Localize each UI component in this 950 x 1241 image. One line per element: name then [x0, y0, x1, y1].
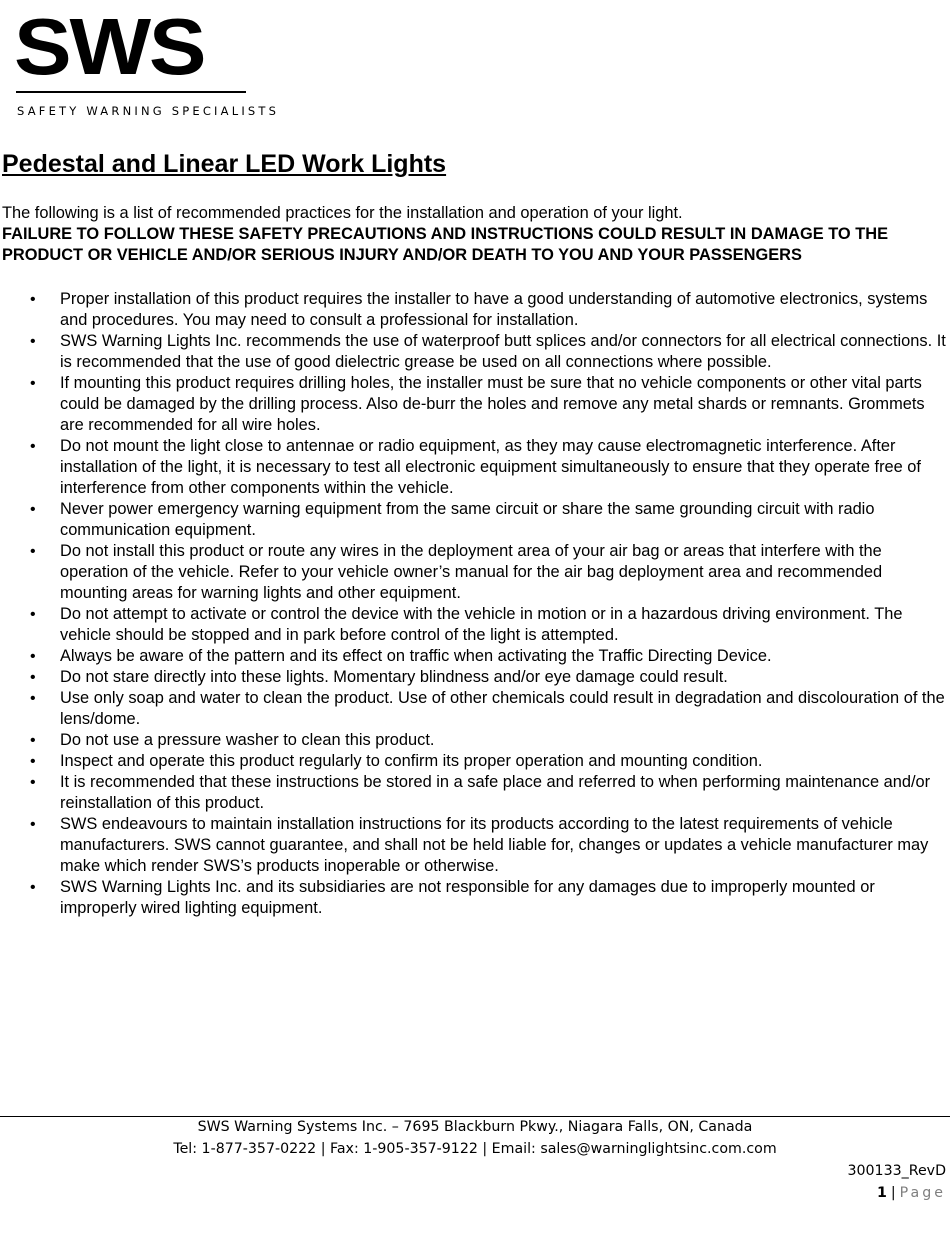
- bullet-icon: •: [30, 501, 36, 518]
- page-number-separator: |: [890, 1185, 896, 1201]
- list-item: [0, 814, 948, 877]
- bullet-icon: •: [30, 753, 36, 770]
- bullet-icon: •: [30, 732, 36, 749]
- page-title: Pedestal and Linear LED Work Lights: [2, 150, 447, 178]
- logo-tagline: SAFETY WARNING SPECIALISTS: [17, 104, 280, 118]
- list-item-text: Do not use a pressure washer to clean this product.: [60, 731, 435, 749]
- list-item-text: Always be aware of the pattern and its effect on traffic when activating the Traffic Directing Device.: [60, 647, 772, 665]
- bullet-icon: •: [30, 291, 36, 308]
- safety-warning: FAILURE TO FOLLOW THESE SAFETY PRECAUTIONS AND INSTRUCTIONS COULD RESULT IN DAMAGE TO THE PRODUCT OR VEHICLE AND/OR SERIOUS INJURY AND/OR DEATH TO YOU AND YOUR PASSENGERS: [2, 225, 889, 264]
- list-item-text: SWS Warning Lights Inc. and its subsidiaries are not responsible for any damages due to improperly mounted or improperly wired lighting equipment.: [60, 878, 875, 917]
- list-item-text: It is recommended that these instructions be stored in a safe place and referred to when performing maintenance and/or reinstallation of this product.: [60, 773, 931, 812]
- list-item: [0, 772, 948, 814]
- bullet-icon: •: [30, 774, 36, 791]
- intro-text: The following is a list of recommended practices for the installation and operation of your light.: [2, 204, 683, 222]
- list-item: [0, 604, 948, 646]
- safety-instructions-list: [0, 289, 948, 919]
- list-item: [0, 688, 948, 730]
- list-item-text: SWS endeavours to maintain installation instructions for its products according to the latest requirements of vehicle manufacturers. SWS cannot guarantee, and shall not be held liable for, changes or updates a vehicle manufacturer may make which render SWS’s products inoperable or otherwise.: [60, 815, 929, 875]
- list-item-text: SWS Warning Lights Inc. recommends the use of waterproof butt splices and/or connectors for all electrical connections. It is recommended that the use of good dielectric grease be used on all connections where possible.: [60, 332, 946, 371]
- bullet-icon: •: [30, 543, 36, 560]
- list-item: [0, 730, 948, 751]
- logo-mark: SWS: [14, 2, 205, 91]
- page-number: [877, 1185, 946, 1201]
- list-item-text: Do not stare directly into these lights. Momentary blindness and/or eye damage could result.: [60, 668, 728, 686]
- footer-contact: Tel: 1-877-357-0222 | Fax: 1-905-357-9122 | Email: sales@warninglightsinc.com.com: [173, 1141, 777, 1157]
- list-item-text: Never power emergency warning equipment from the same circuit or share the same grounding circuit with radio communication equipment.: [60, 500, 875, 539]
- list-item: [0, 646, 948, 667]
- bullet-icon: •: [30, 879, 36, 896]
- list-item-text: If mounting this product requires drilling holes, the installer must be sure that no vehicle components or other vital parts could be damaged by the drilling process. Also de-burr the holes and remove any metal shards or remnants. Grommets are recommended for all wire holes.: [60, 374, 925, 434]
- list-item: [0, 373, 948, 436]
- list-item: [0, 289, 948, 331]
- page-number-value: 1: [876, 1185, 887, 1201]
- bullet-icon: •: [30, 648, 36, 665]
- list-item-text: Do not mount the light close to antennae or radio equipment, as they may cause electromagnetic interference. After installation of the light, it is necessary to test all electronic equipment simultaneously to ensure that they operate free of interference from other components within the vehicle.: [60, 437, 921, 497]
- list-item-text: Do not attempt to activate or control the device with the vehicle in motion or in a hazardous driving environment. The vehicle should be stopped and in park before control of the light is attempted.: [60, 605, 903, 644]
- page-number-label: Page: [899, 1185, 946, 1201]
- list-item-text: Inspect and operate this product regularly to confirm its proper operation and mounting condition.: [60, 752, 763, 770]
- bullet-icon: •: [30, 606, 36, 623]
- document-revision: 300133_RevD: [847, 1163, 946, 1179]
- bullet-icon: •: [30, 669, 36, 686]
- logo-divider: [16, 91, 246, 93]
- bullet-icon: •: [30, 690, 36, 707]
- list-item: [0, 541, 948, 604]
- list-item-text: Proper installation of this product requires the installer to have a good understanding of automotive electronics, systems and procedures. You may need to consult a professional for installation.: [60, 290, 928, 329]
- list-item-text: Use only soap and water to clean the product. Use of other chemicals could result in degradation and discolouration of the lens/dome.: [60, 689, 945, 728]
- bullet-icon: •: [30, 375, 36, 392]
- list-item: [0, 667, 948, 688]
- bullet-icon: •: [30, 816, 36, 833]
- bullet-icon: •: [30, 333, 36, 350]
- list-item: [0, 751, 948, 772]
- bullet-icon: •: [30, 438, 36, 455]
- list-item: [0, 436, 948, 499]
- list-item: [0, 499, 948, 541]
- list-item: [0, 877, 948, 919]
- list-item: [0, 331, 948, 373]
- company-logo: [14, 2, 280, 118]
- footer-divider: [0, 1116, 950, 1117]
- footer-address: SWS Warning Systems Inc. – 7695 Blackburn Pkwy., Niagara Falls, ON, Canada: [197, 1119, 753, 1135]
- list-item-text: Do not install this product or route any wires in the deployment area of your air bag or areas that interfere with the operation of the vehicle. Refer to your vehicle owner’s manual for the air bag deployment area and recommended mounting areas for warning lights and other equipment.: [60, 542, 883, 602]
